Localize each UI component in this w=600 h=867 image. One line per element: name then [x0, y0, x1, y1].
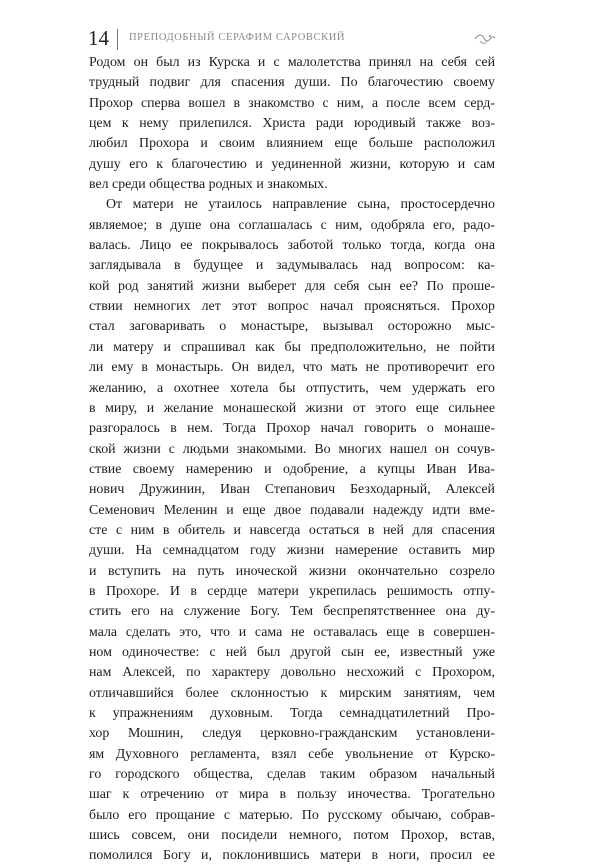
text-line: ствии немногих лет этот вопрос начал проясняться. Прохор — [89, 299, 495, 315]
text-line: От матери не утаилось направление сына, простосердечно — [106, 197, 495, 213]
decorative-flourish-icon — [474, 32, 496, 46]
text-line: шаг к отречению от мира в пользу иночества. Трогательно — [89, 787, 495, 803]
text-line: ям Духовного регламента, взял себе увольнение от Курско- — [89, 746, 495, 762]
text-line: в Прохоре. И в сердце матери укрепилась решимость отпу- — [89, 583, 495, 599]
text-line: и вступить на путь иноческой жизни окончательно созрело — [89, 563, 495, 579]
header-divider — [117, 29, 118, 50]
text-line: желанию, а охотнее хотела бы отпустить, чем удержать его — [89, 380, 495, 396]
text-line: мала сделать это, что и сама не оставалась еще в совершен- — [89, 624, 495, 640]
text-line: являемое; в душе она соглашалась с ним, одобряла его, радо- — [89, 217, 495, 233]
text-line: хор Мошнин, следуя церковно-гражданским установлени- — [89, 726, 495, 742]
text-line: го городского общества, сделав таким образом начальный — [89, 767, 495, 783]
text-line: кой род занятий жизни выберет для себя сын ее? По проше- — [89, 278, 495, 294]
text-line: души. На семнадцатом году жизни намерение оставить мир — [89, 543, 495, 559]
text-line: помолился Богу и, поклонившись матери в ноги, просил ее — [89, 848, 495, 864]
text-line: к упражнениям духовным. Тогда семнадцатилетний Про- — [89, 706, 495, 721]
text-line: ствие своему намерению и одобрение, а купцы Иван Ива- — [89, 461, 495, 477]
text-line: валась. Лицо ее покрывалось заботой только тогда, когда она — [89, 238, 495, 254]
text-line: отличавшийся более склонностью к мирским занятиям, чем — [89, 685, 495, 701]
text-line: сте с ним в обитель и навсегда остаться в ней для спасения — [89, 522, 495, 538]
text-line: ской жизни с людьми знакомыми. Во многих нашел он сочув- — [89, 441, 495, 457]
text-line: ли матеру и спрашивал как бы предположительно, не пойти — [89, 339, 495, 355]
text-line: разгоралось в нем. Тогда Прохор начал говорить о монаше- — [89, 421, 495, 437]
text-line: любил Прохора и своим влиянием еще больше расположил — [89, 136, 495, 152]
text-line: шись совсем, они посидели немного, потом Прохор, встав, — [89, 828, 495, 844]
body-text — [89, 53, 495, 867]
text-line: вел среди общества родных и знакомых. — [89, 177, 328, 193]
text-line: ном одиночестве: с ней был другой сын ее, известный уже — [89, 644, 495, 660]
page-number: 14 — [88, 26, 109, 50]
text-line: нам Алексей, по характеру довольно несхожий с Прохором, — [89, 665, 495, 681]
text-line: трудный подвиг для спасения души. По благочестию своему — [89, 75, 495, 91]
running-title: ПРЕПОДОБНЫЙ СЕРАФИМ САРОВСКИЙ — [129, 32, 346, 43]
text-line: ли ему в монастырь. Он видел, что мать не противоречит его — [89, 360, 495, 376]
text-line: было его прощание с матерью. По русскому обычаю, собрав- — [89, 807, 495, 823]
text-line: нович Дружинин, Иван Степанович Безходарный, Алексей — [89, 482, 495, 498]
text-line: Прохор сперва вошел в знакомство с ним, а после всем серд- — [89, 95, 495, 111]
text-line: стал заговаривать о монастыре, вызывал осторожно мыс- — [89, 319, 495, 335]
text-line: заглядывала в будущее и задумывалась над вопросом: ка- — [89, 258, 495, 274]
text-line: в миру, и желание монашеской жизни от этого еще сильнее — [89, 400, 495, 416]
text-line: Семенович Меленин и еще двое подавали надежду идти вме- — [89, 502, 495, 518]
text-line: стить его на служение Богу. Тем беспрепятственнее она ду- — [89, 604, 495, 620]
text-line: цем к нему прилепился. Христа ради юродивый также воз- — [89, 116, 495, 132]
text-line: Родом он был из Курска и с малолетства принял на себя сей — [89, 55, 495, 70]
text-line: душу его к благочестию и уединенной жизни, которую и сам — [89, 156, 495, 172]
